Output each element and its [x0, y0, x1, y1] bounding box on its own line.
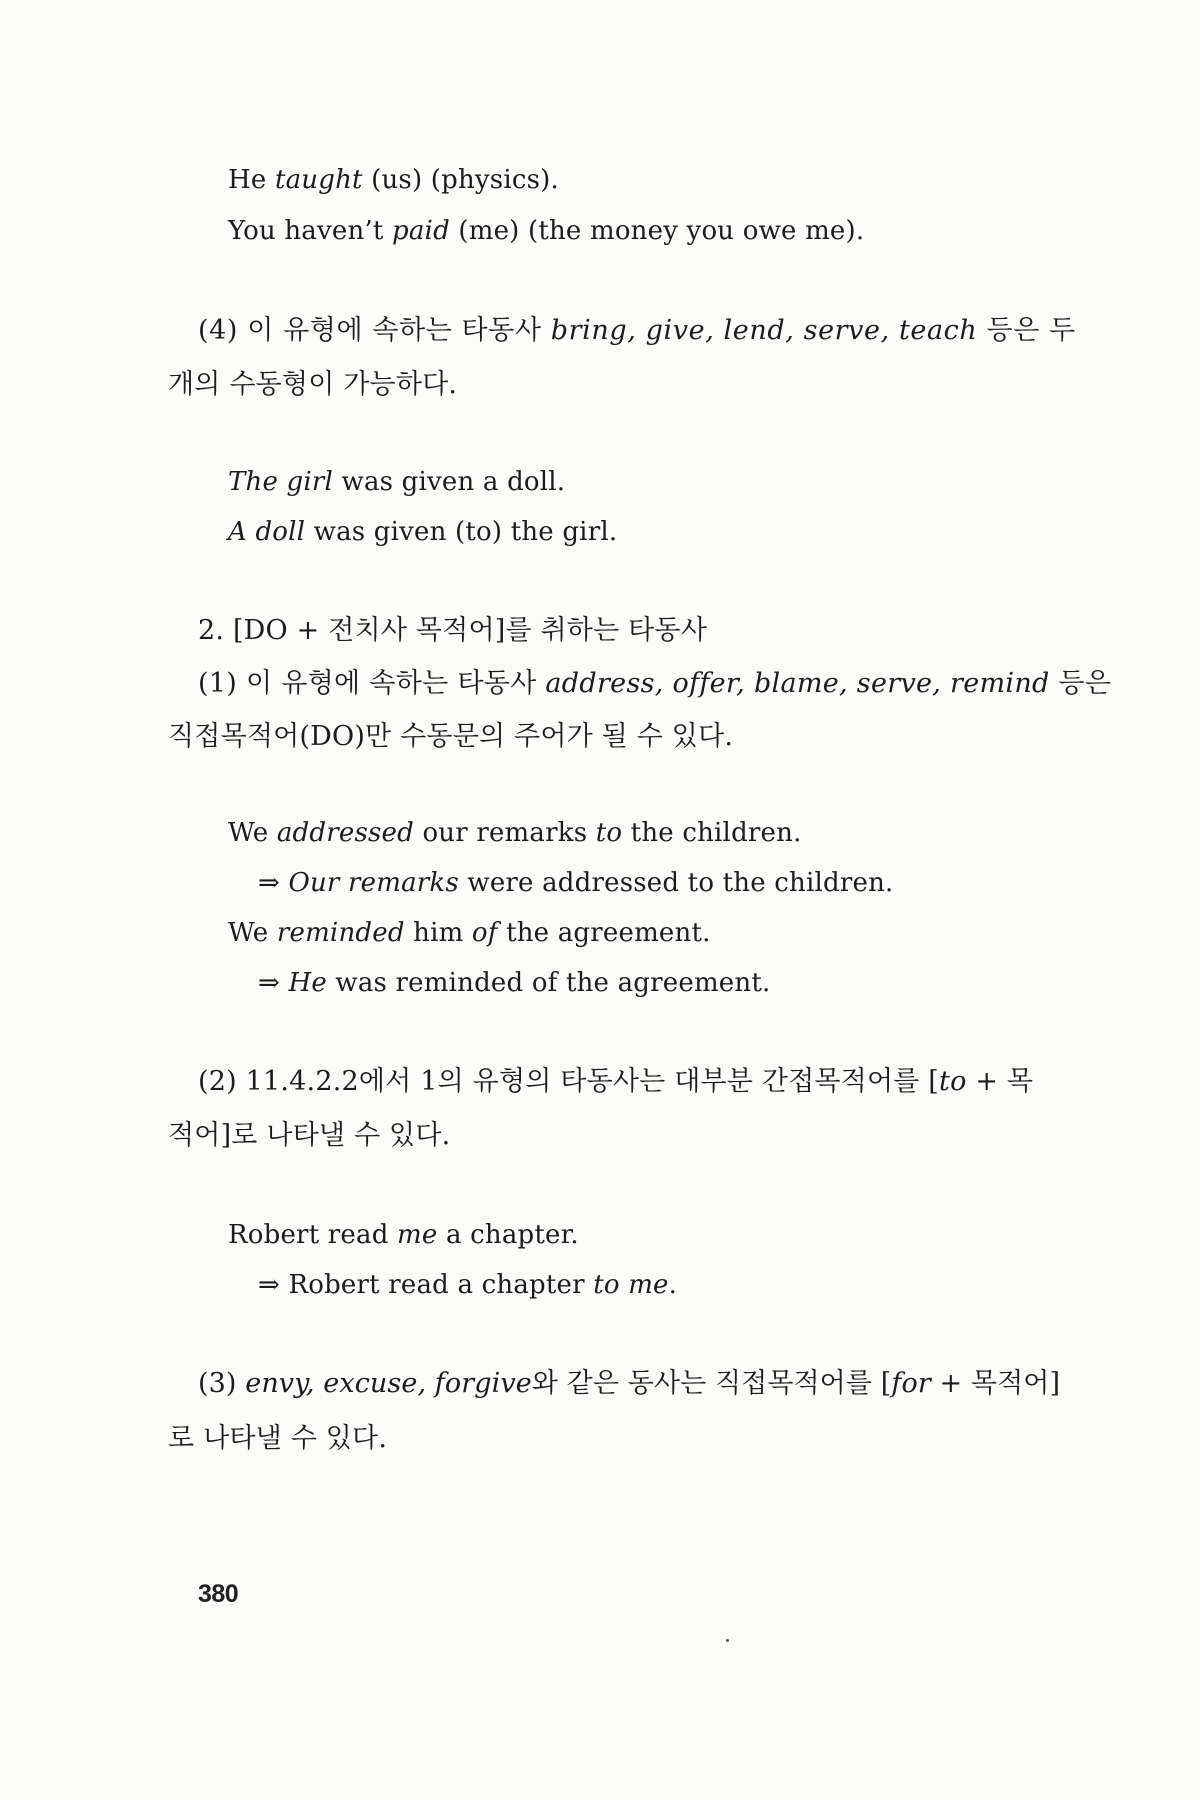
text: 개의 수동형이 가능하다. [168, 369, 458, 400]
italic-preposition: to [595, 818, 623, 848]
italic-phrase: to me [593, 1270, 669, 1300]
text: the agreement. [497, 918, 711, 948]
text: him [404, 918, 472, 948]
text: 와 같은 동사는 직접목적어를 [ [531, 1368, 892, 1399]
italic-verbs: address, offer, blame, serve, remind [545, 668, 1050, 699]
text: (2) 11.4.2.2에서 1의 유형의 타동사는 대부분 간접목적어를 [ [198, 1066, 940, 1097]
italic-verb: taught [274, 165, 363, 195]
text: 2. [DO + 전치사 목적어]를 취하는 타동사 [198, 615, 707, 646]
example-sentence [228, 917, 711, 949]
text: You haven’t [228, 216, 393, 246]
text: was reminded of the agreement. [326, 968, 771, 998]
example-sentence [258, 967, 770, 999]
page-number: 380 [198, 1580, 239, 1608]
section-heading [198, 615, 707, 647]
text: the children. [622, 818, 802, 848]
paragraph-line [168, 1120, 450, 1152]
text: (1) 이 유형에 속하는 타동사 [198, 668, 546, 699]
text: He [228, 165, 275, 195]
italic-verbs: envy, excuse, forgive [245, 1368, 532, 1399]
text: 직접목적어(DO)만 수동문의 주어가 될 수 있다. [168, 721, 734, 752]
italic-verb: paid [392, 216, 450, 246]
text: Robert read [228, 1220, 398, 1250]
paragraph-line [168, 721, 733, 753]
text: was given a doll. [333, 467, 566, 497]
text: 적어]로 나타낼 수 있다. [168, 1120, 451, 1151]
text: We [228, 918, 277, 948]
paragraph-line [198, 1066, 1033, 1098]
italic-subject: He [288, 968, 327, 998]
text: (4) 이 유형에 속하는 타동사 [198, 315, 551, 346]
example-sentence [228, 1219, 579, 1251]
text: (us) (physics). [362, 165, 559, 195]
text: + 목적어] [930, 1368, 1061, 1399]
example-sentence [228, 164, 559, 196]
paragraph-line [168, 1423, 387, 1455]
text: We [228, 818, 277, 848]
italic-preposition: of [471, 918, 498, 948]
text: 등은 [1049, 668, 1112, 699]
italic-object: me [397, 1220, 438, 1250]
text: 로 나타낼 수 있다. [168, 1423, 388, 1454]
text: (3) [198, 1368, 246, 1399]
text: was given (to) the girl. [305, 517, 618, 547]
paragraph-line [168, 369, 457, 401]
italic-verb: reminded [276, 918, 405, 948]
italic-verbs: bring, give, lend, serve, teach [550, 315, 978, 346]
paragraph-line [198, 668, 1111, 700]
text: were addressed to the children. [458, 868, 894, 898]
example-sentence [228, 215, 864, 247]
italic-subject: The girl [228, 467, 334, 497]
print-speck [726, 1639, 729, 1642]
example-sentence [228, 516, 617, 548]
text: (me) (the money you owe me). [449, 216, 865, 246]
italic-preposition: for [891, 1368, 931, 1399]
text: a chapter. [437, 1220, 579, 1250]
example-sentence [258, 867, 894, 899]
text: ⇒ Robert read a chapter [258, 1270, 594, 1300]
italic-subject: Our remarks [288, 868, 459, 898]
italic-subject: A doll [228, 517, 306, 547]
arrow-icon: ⇒ [258, 968, 289, 998]
text: + 목 [966, 1066, 1034, 1097]
text: our remarks [413, 818, 596, 848]
text: . [668, 1270, 678, 1300]
paragraph-line [198, 1368, 1060, 1400]
italic-preposition: to [939, 1066, 967, 1097]
paragraph-line [198, 315, 1076, 347]
example-sentence [228, 817, 802, 849]
text: 등은 두 [977, 315, 1076, 346]
arrow-icon: ⇒ [258, 868, 289, 898]
italic-verb: addressed [276, 818, 414, 848]
example-sentence [228, 466, 565, 498]
example-sentence [258, 1269, 677, 1301]
